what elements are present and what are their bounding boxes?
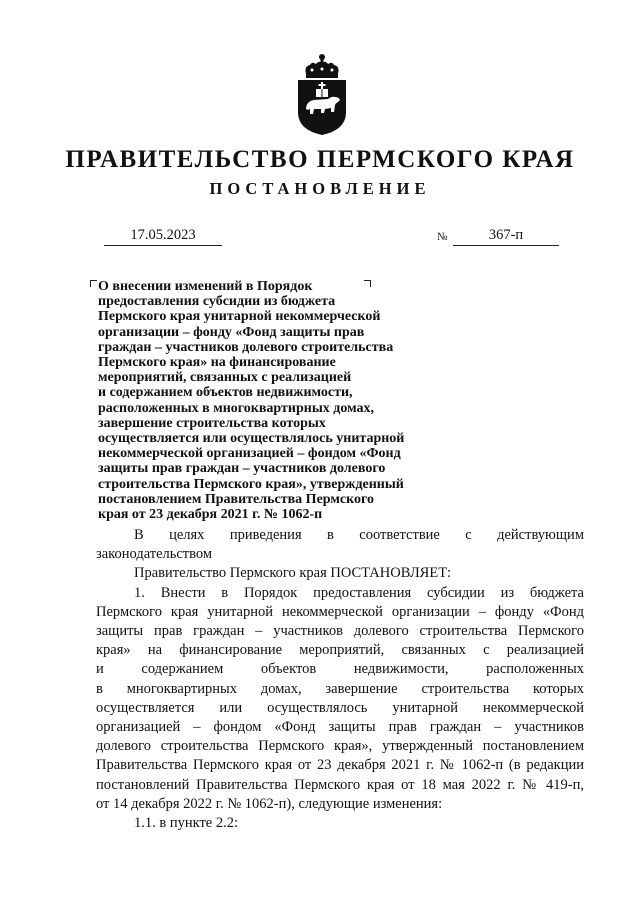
government-title: ПРАВИТЕЛЬСТВО ПЕРМСКОГО КРАЯ [65,146,575,173]
subject-line: мероприятий, связанных с реализацией [98,370,352,386]
body-line: и содержанием объектов недвижимости, расположенных [96,661,584,678]
body-line: Правительства Пермского края от 23 декабря 2021 г. № 1062-п (в редакции [96,757,584,774]
body-line: Пермского края унитарной некоммерческой организации – фонду «Фонд [96,603,584,620]
subject-line: предоставления субсидии из бюджета [98,294,336,310]
document-number: 367-п [453,227,559,246]
document-body [96,526,584,833]
subject-line: осуществляется или осуществлялось унитарной [98,431,405,447]
subject-corner-left [90,280,97,287]
document-subject [98,279,443,522]
subject-line: некоммерческой организацией – фондом «Фонд [98,446,401,462]
subject-line: Пермского края» на финансирование [98,355,336,371]
body-line: 1. Внести в Порядок предоставления субсидии из бюджета [134,584,584,601]
perm-krai-coat-of-arms-icon [292,52,352,136]
body-line: постановлений Правительства Пермского края от 18 мая 2022 г. № 419-п, [96,776,584,793]
document-type: ПОСТАНОВЛЕНИЕ [209,179,431,198]
body-line: осуществляется или осуществлялось унитарной некоммерческой [96,699,584,716]
subject-line: края от 23 декабря 2021 г. № 1062-п [98,507,323,523]
body-line: 1.1. в пункте 2.2: [134,815,239,832]
subject-line: завершение строительства которых [98,415,326,431]
body-line: долевого строительства Пермского края», утвержденный постановлением [96,738,584,755]
subject-line: Пермского края унитарной некоммерческой [98,309,381,325]
subject-line: и содержанием объектов недвижимости, [98,385,353,401]
number-sign: № [437,231,448,243]
body-line: организацией – фондом «Фонд защиты прав граждан – участников [96,719,584,736]
subject-line: расположенных в многоквартирных домах, [98,400,375,416]
subject-line: защиты прав граждан – участников долевого [98,461,386,477]
subject-line: постановлением Правительства Пермского [98,491,374,507]
body-line: края» на финансирование мероприятий, связанных с реализацией [96,642,584,659]
document-date: 17.05.2023 [104,227,222,246]
body-line: законодательством [96,546,213,563]
body-line: от 14 декабря 2022 г. № 1062-п), следующие изменения: [96,795,443,812]
body-line: Правительство Пермского края ПОСТАНОВЛЯЕТ: [134,565,452,582]
subject-line: строительства Пермского края», утвержденный [98,476,404,492]
body-line: в многоквартирных домах, завершение строительства которых [96,680,584,697]
subject-line: О внесении изменений в Порядок [98,279,313,294]
body-line: В целях приведения в соответствие с действующим [134,527,584,543]
body-line: защиты прав граждан – участников долевого строительства Пермского [96,623,584,640]
subject-line: граждан – участников долевого строительства [98,339,394,355]
subject-line: организации – фонду «Фонд защиты прав [98,324,365,340]
